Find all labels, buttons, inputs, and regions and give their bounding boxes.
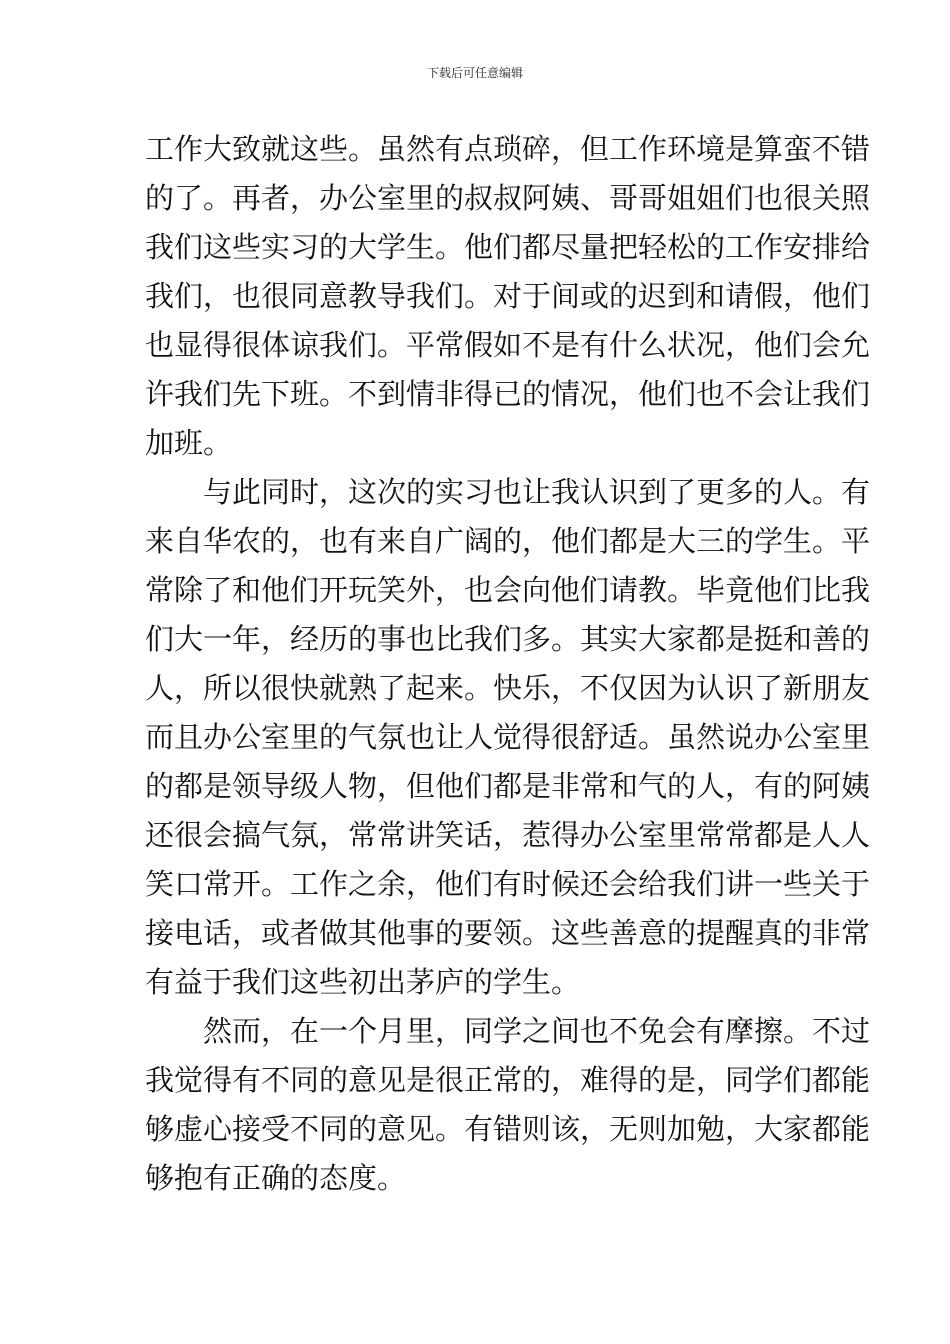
text-line: 工作大致就这些。虽然有点琐碎，但工作环境是算蛮不错 [145, 132, 871, 166]
text-line: 许我们先下班。不到情非得已的情况，他们也不会让我们 [145, 377, 871, 411]
text-line: 我们，也很同意教导我们。对于间或的迟到和请假，他们 [145, 279, 871, 313]
document-body [145, 125, 871, 1203]
text-line: 接电话，或者做其他事的要领。这些善意的提醒真的非常 [145, 916, 871, 950]
text-line: 有益于我们这些初出茅庐的学生。 [145, 965, 581, 999]
text-line: 我们这些实习的大学生。他们都尽量把轻松的工作安排给 [145, 230, 871, 264]
text-line: 常除了和他们开玩笑外，也会向他们请教。毕竟他们比我 [145, 573, 871, 607]
text-line: 们大一年，经历的事也比我们多。其实大家都是挺和善的 [145, 622, 871, 656]
text-line: 的都是领导级人物，但他们都是非常和气的人，有的阿姨 [145, 769, 871, 803]
text-line: 够抱有正确的态度。 [145, 1161, 407, 1195]
paragraph-1 [145, 125, 871, 468]
text-line: 够虚心接受不同的意见。有错则该，无则加勉，大家都能 [145, 1112, 871, 1146]
text-line: 也显得很体谅我们。平常假如不是有什么状况，他们会允 [145, 328, 871, 362]
text-line: 加班。 [145, 426, 233, 460]
text-line: 而且办公室里的气氛也让人觉得很舒适。虽然说办公室里 [145, 720, 871, 754]
page-header: 下载后可任意编辑 [426, 66, 523, 80]
text-line: 还很会搞气氛，常常讲笑话，惹得办公室里常常都是人人 [145, 818, 871, 852]
text-line: 人，所以很快就熟了起来。快乐，不仅因为认识了新朋友 [145, 671, 871, 705]
text-line: 与此同时，这次的实习也让我认识到了更多的人。有 [203, 475, 871, 509]
paragraph-2 [145, 468, 871, 1007]
text-line: 笑口常开。工作之余，他们有时候还会给我们讲一些关于 [145, 867, 871, 901]
text-line: 然而，在一个月里，同学之间也不免会有摩擦。不过 [203, 1014, 871, 1048]
paragraph-3 [145, 1007, 871, 1203]
text-line: 的了。再者，办公室里的叔叔阿姨、哥哥姐姐们也很关照 [145, 181, 871, 215]
text-line: 我觉得有不同的意见是很正常的，难得的是，同学们都能 [145, 1063, 871, 1097]
text-line: 来自华农的，也有来自广阔的，他们都是大三的学生。平 [145, 524, 871, 558]
